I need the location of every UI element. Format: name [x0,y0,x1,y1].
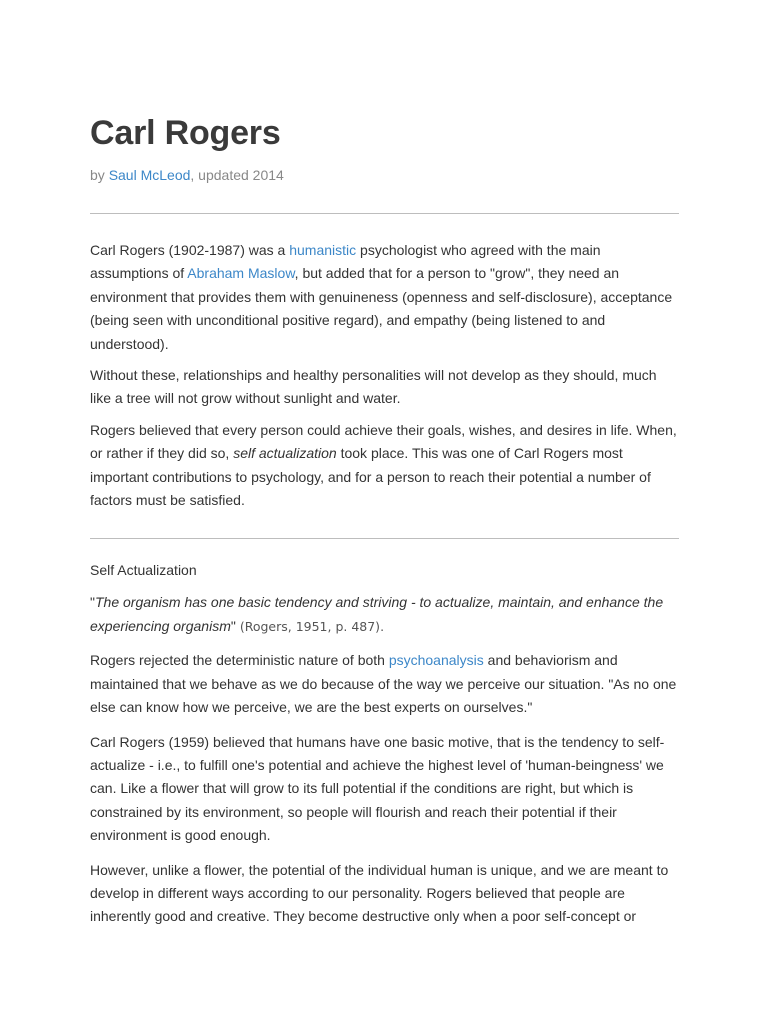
self-actualization-section [90,559,680,928]
divider [90,538,679,539]
page-title: Carl Rogers [90,114,281,152]
body-paragraph-3: However, unlike a flower, the potential of the individual human is unique, and we are meant to develop in different ways according to our personality. Rogers believed that people are inherently good and creative. They become destructive only when a poor self-concept or [90,861,669,925]
abraham-maslow-link[interactable]: Abraham Maslow [187,265,295,282]
body-paragraph-1 [90,649,680,719]
intro-paragraph-3 [90,419,680,513]
body-text: Rogers rejected the deterministic nature of both [90,652,389,669]
humanistic-link[interactable]: humanistic [289,242,357,258]
article-content [90,112,680,929]
body-text: and behaviorism and maintained that we behave as we do because of the way we perceive our situation. "As no one else can know how we perceive, we are the best experts on ourselves." [90,652,677,716]
psychoanalysis-link[interactable]: psychoanalysis [388,652,484,669]
intro-text: Carl Rogers (1902-1987) was a [90,242,290,258]
byline-prefix: by [90,167,109,183]
quote-mark: " [90,594,95,611]
intro-text: psychologist who agreed with the main assumptions of [90,242,601,282]
intro-text: took place. This was one of Carl Rogers most important contributions to psychology, and for a person to reach their potential a number of factors must be satisfied. [90,445,651,509]
quote-mark: " [230,617,236,634]
byline [90,164,680,186]
byline-suffix: , updated 2014 [190,167,284,183]
quote-text: The organism has one basic tendency and striving - to actualize, maintain, and enhance the experiencing organism [90,594,664,634]
body-paragraph-2: Carl Rogers (1959) believed that humans have one basic motive, that is the tendency to self-actualize - i.e., to fulfill one's potential and achieve the highest level of 'human-beingness' we can. Like a flower that will grow to its full potential if the conditions are right, but which is constrained by its environment, so people will flourish and reach their potential if their environment is good enough. [90,733,665,844]
author-link[interactable]: Saul McLeod [108,167,191,183]
quote-citation: (Rogers, 1951, p. 487). [235,618,385,634]
intro-section [90,239,680,512]
intro-text: Rogers believed that every person could achieve their goals, wishes, and desires in life. When, or rather if they did so, [90,421,677,462]
rogers-quote [90,591,680,638]
intro-paragraph-1 [90,239,680,356]
divider [90,213,679,214]
section-heading: Self Actualization [90,562,197,579]
emphasis-self-actualization: self actualization [233,445,337,462]
intro-text: , but added that for a person to "grow", they need an environment that provides them with genuineness (openness and self-disclosure), acceptance (being seen with unconditional positive regard), and empathy (being listened to and understood). [90,265,673,352]
intro-paragraph-2: Without these, relationships and healthy personalities will not develop as they should, much like a tree will not grow without sunlight and water. [90,367,657,407]
